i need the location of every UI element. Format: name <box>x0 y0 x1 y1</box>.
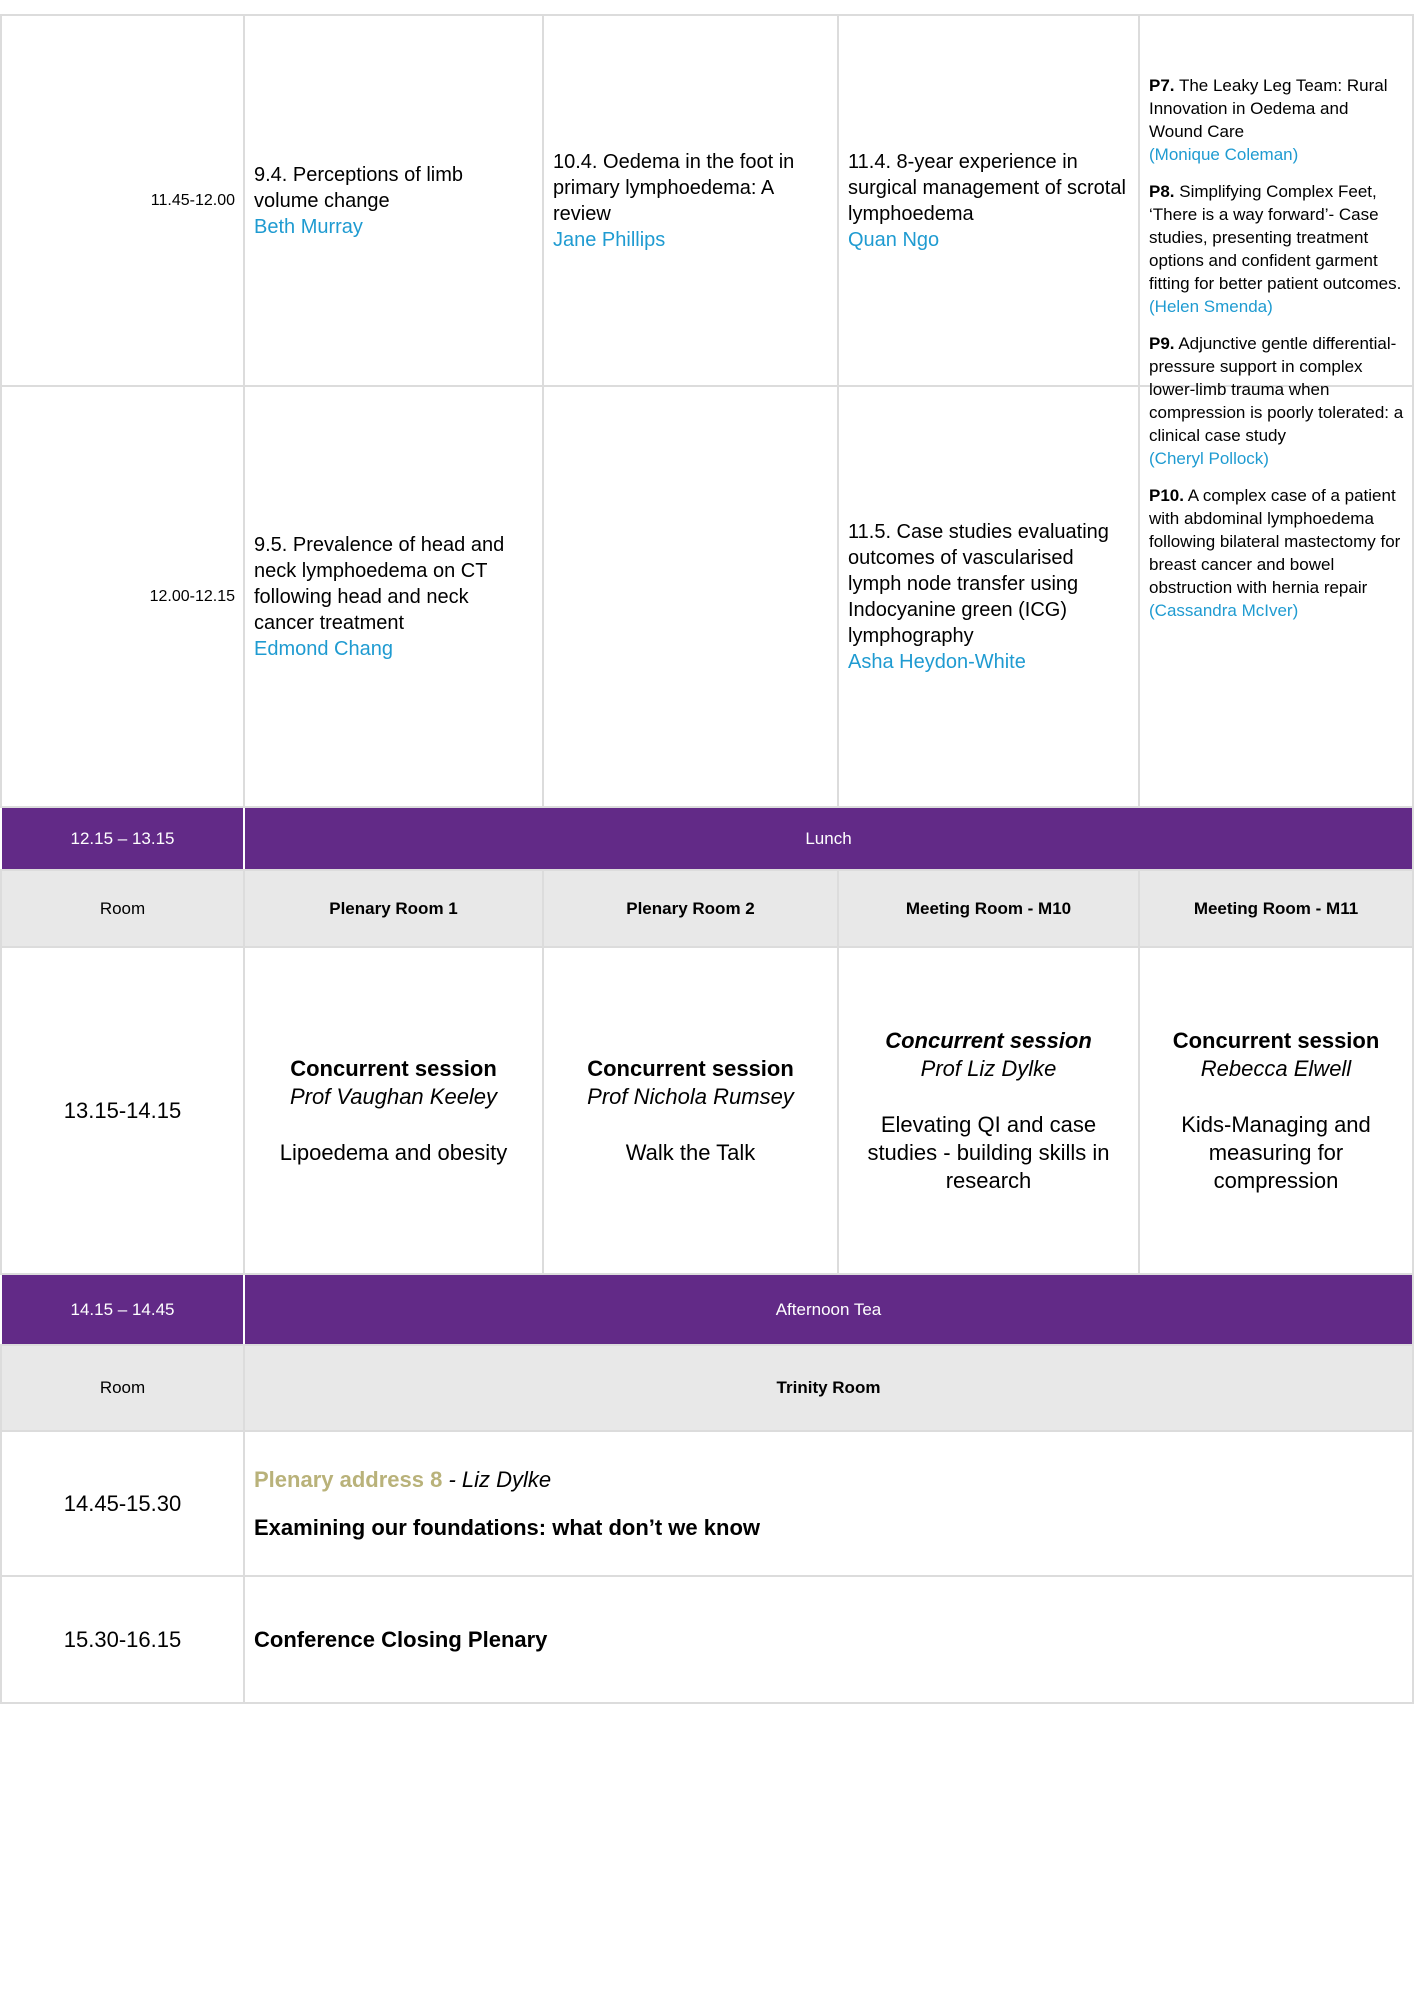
break-row <box>0 1275 1414 1346</box>
room-label-cell <box>0 1346 243 1430</box>
poster-number: P9. <box>1149 334 1175 353</box>
session-topic: Kids-Managing and measuring for compression <box>1181 1111 1371 1193</box>
room-header-row <box>0 1346 1414 1432</box>
room-name-cell <box>1138 871 1414 946</box>
talk-cell <box>837 387 1138 806</box>
time-cell <box>0 1432 243 1575</box>
time-label: 11.45-12.00 <box>150 191 235 209</box>
poster-title: Adjunctive gentle differential-pressure support in complex lower-limb trauma when compression is poorly tolerated: a clinical case study <box>1149 334 1404 445</box>
session-title: Concurrent session <box>587 1055 794 1081</box>
room-name: Trinity Room <box>776 1378 881 1397</box>
poster-item <box>1149 74 1406 166</box>
time-cell <box>0 1275 243 1344</box>
room-label: Room <box>99 898 146 918</box>
poster-number: P10. <box>1149 486 1184 505</box>
time-label: 15.30-16.15 <box>63 1626 182 1652</box>
break-label: Afternoon Tea <box>775 1299 882 1319</box>
break-row <box>0 808 1414 871</box>
closing-cell <box>243 1577 1414 1702</box>
poster-title: The Leaky Leg Team: Rural Innovation in Oedema and Wound Care <box>1149 76 1388 141</box>
time-cell <box>0 387 243 806</box>
poster-item <box>1149 484 1406 622</box>
plenary-chair: - Liz Dylke <box>442 1466 552 1492</box>
break-time: 14.15 – 14.45 <box>70 1299 175 1319</box>
room-label: Room <box>99 1378 146 1397</box>
time-cell <box>0 948 243 1273</box>
talk-speaker: Asha Heydon-White <box>848 650 1026 673</box>
talk-cell <box>243 16 542 385</box>
room-name-cell <box>837 871 1138 946</box>
room-name: Meeting Room - M11 <box>1193 898 1359 918</box>
talk-speaker: Quan Ngo <box>848 228 940 251</box>
talk-cell <box>243 387 542 806</box>
session-topic: Walk the Talk <box>625 1139 756 1165</box>
session-cell <box>1138 948 1414 1273</box>
time-label: 14.45-15.30 <box>63 1490 182 1516</box>
poster-item <box>1149 180 1406 318</box>
session-title: Concurrent session <box>1172 1027 1380 1053</box>
room-name: Plenary Room 1 <box>329 898 458 918</box>
poster-number: P8. <box>1149 182 1175 201</box>
talk-speaker: Jane Phillips <box>553 228 666 251</box>
plenary-title: Examining our foundations: what don’t we know <box>254 1514 760 1540</box>
poster-author: (Monique Coleman) <box>1149 145 1299 164</box>
session-title: Concurrent session <box>290 1055 497 1081</box>
time-label: 12.00-12.15 <box>149 587 235 605</box>
talk-title: 11.4. 8-year experience in surgical management of scrotal lymphoedema <box>848 150 1126 225</box>
time-label: 13.15-14.15 <box>63 1097 182 1123</box>
room-name-cell <box>243 871 542 946</box>
room-name: Plenary Room 2 <box>626 898 755 918</box>
session-chair: Prof Nichola Rumsey <box>587 1083 794 1109</box>
session-topic: Elevating QI and case studies - building skills in research <box>867 1111 1110 1193</box>
talk-title: 9.5. Prevalence of head and neck lymphoedema on CT following head and neck cancer treatment <box>254 533 505 634</box>
poster-author: (Cheryl Pollock) <box>1149 449 1269 468</box>
program-table <box>0 14 1414 1704</box>
poster-list <box>1149 74 1406 622</box>
poster-column <box>1138 16 1414 620</box>
poster-author: (Cassandra McIver) <box>1149 601 1299 620</box>
break-cell <box>243 808 1414 869</box>
talk-speaker: Beth Murray <box>254 215 363 238</box>
session-cell <box>243 948 542 1273</box>
plenary-row <box>0 1432 1414 1577</box>
break-cell <box>243 1275 1414 1344</box>
room-header-row <box>0 871 1414 948</box>
talk-cell <box>837 16 1138 385</box>
session-chair: Prof Vaughan Keeley <box>289 1083 498 1109</box>
session-cell <box>542 948 837 1273</box>
talk-title: 9.4. Perceptions of limb volume change <box>254 163 463 212</box>
room-label-cell <box>0 871 243 946</box>
session-title: Concurrent session <box>885 1027 1092 1053</box>
closing-row <box>0 1577 1414 1704</box>
session-topic: Lipoedema and obesity <box>279 1139 508 1165</box>
room-name-cell <box>243 1346 1414 1430</box>
break-time: 12.15 – 13.15 <box>70 828 175 848</box>
session-chair: Prof Liz Dylke <box>920 1055 1057 1081</box>
poster-author: (Helen Smenda) <box>1149 297 1273 316</box>
room-name-cell <box>542 871 837 946</box>
poster-item <box>1149 332 1406 470</box>
closing-title: Conference Closing Plenary <box>254 1626 548 1652</box>
talk-speaker: Edmond Chang <box>254 637 393 660</box>
poster-title: A complex case of a patient with abdominal lymphoedema following bilateral mastectomy for breast cancer and bowel obstruction with hernia repair <box>1149 486 1401 597</box>
plenary-cell <box>243 1432 1414 1575</box>
break-label: Lunch <box>805 828 852 848</box>
talk-title: 10.4. Oedema in the foot in primary lymphoedema: A review <box>553 150 795 225</box>
session-cell <box>837 948 1138 1273</box>
session-chair: Rebecca Elwell <box>1200 1055 1352 1081</box>
plenary-label: Plenary address 8 <box>254 1466 443 1492</box>
time-cell <box>0 16 243 385</box>
talk-cell <box>542 387 837 806</box>
time-cell <box>0 1577 243 1702</box>
poster-title: Simplifying Complex Feet, ‘There is a way forward’- Case studies, presenting treatment options and confident garment fitting for better patient outcomes. <box>1149 182 1402 293</box>
concurrent-row <box>0 948 1414 1275</box>
room-name: Meeting Room - M10 <box>905 898 1072 918</box>
talk-cell <box>542 16 837 385</box>
talk-title: 11.5. Case studies evaluating outcomes of vascularised lymph node transfer using Indocyanine green (ICG) lymphography <box>848 520 1109 647</box>
poster-number: P7. <box>1149 76 1175 95</box>
time-cell <box>0 808 243 869</box>
